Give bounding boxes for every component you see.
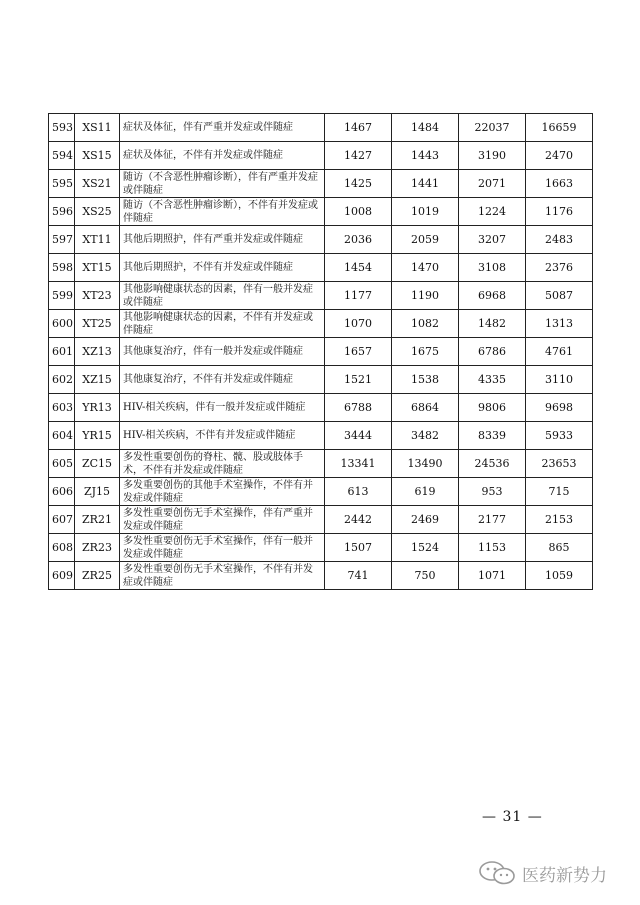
drg-description-cell: 症状及体征，伴有严重并发症或伴随症 — [120, 114, 325, 142]
value-4-cell: 2483 — [526, 226, 593, 254]
drg-description-cell: 其他康复治疗，不伴有并发症或伴随症 — [120, 366, 325, 394]
drg-code-cell: ZR21 — [75, 506, 120, 534]
drg-code-cell: XT25 — [75, 310, 120, 338]
value-1-cell: 2036 — [325, 226, 392, 254]
value-1-cell: 1467 — [325, 114, 392, 142]
table-row — [49, 114, 593, 142]
value-3-cell: 2071 — [459, 170, 526, 198]
table-row — [49, 198, 593, 226]
table-row — [49, 366, 593, 394]
row-number-cell: 597 — [49, 226, 75, 254]
value-4-cell: 5933 — [526, 422, 593, 450]
value-3-cell: 3190 — [459, 142, 526, 170]
table-row — [49, 478, 593, 506]
drg-description-cell: 多发性重要创伤无手术室操作，不伴有并发症或伴随症 — [120, 562, 325, 590]
value-1-cell: 741 — [325, 562, 392, 590]
table-row — [49, 310, 593, 338]
value-3-cell: 6786 — [459, 338, 526, 366]
row-number-cell: 598 — [49, 254, 75, 282]
drg-description-cell: 随访（不含恶性肿瘤诊断），伴有严重并发症或伴随症 — [120, 170, 325, 198]
row-number-cell: 599 — [49, 282, 75, 310]
drg-code-cell: XS21 — [75, 170, 120, 198]
drg-description-cell: 多发性重要创伤的脊柱、髋、股或肢体手术，不伴有并发症或伴随症 — [120, 450, 325, 478]
value-2-cell: 1443 — [392, 142, 459, 170]
value-1-cell: 1177 — [325, 282, 392, 310]
value-2-cell: 1190 — [392, 282, 459, 310]
value-2-cell: 6864 — [392, 394, 459, 422]
table-row — [49, 534, 593, 562]
row-number-cell: 602 — [49, 366, 75, 394]
value-3-cell: 22037 — [459, 114, 526, 142]
table-row — [49, 282, 593, 310]
drg-code-cell: XT11 — [75, 226, 120, 254]
value-4-cell: 4761 — [526, 338, 593, 366]
table-row — [49, 506, 593, 534]
drg-code-cell: XT15 — [75, 254, 120, 282]
value-4-cell: 2470 — [526, 142, 593, 170]
value-2-cell: 1484 — [392, 114, 459, 142]
value-2-cell: 1441 — [392, 170, 459, 198]
table-row — [49, 338, 593, 366]
row-number-cell: 605 — [49, 450, 75, 478]
drg-description-cell: 其他后期照护，不伴有并发症或伴随症 — [120, 254, 325, 282]
value-2-cell: 1082 — [392, 310, 459, 338]
value-3-cell: 4335 — [459, 366, 526, 394]
row-number-cell: 609 — [49, 562, 75, 590]
drg-description-cell: 其他康复治疗，伴有一般并发症或伴随症 — [120, 338, 325, 366]
page-number: — 31 — — [482, 809, 543, 825]
value-2-cell: 3482 — [392, 422, 459, 450]
value-2-cell: 13490 — [392, 450, 459, 478]
value-1-cell: 1657 — [325, 338, 392, 366]
drg-code-cell: YR13 — [75, 394, 120, 422]
drg-code-cell: XS25 — [75, 198, 120, 226]
drg-code-cell: XS11 — [75, 114, 120, 142]
value-1-cell: 13341 — [325, 450, 392, 478]
value-4-cell: 2153 — [526, 506, 593, 534]
value-4-cell: 1176 — [526, 198, 593, 226]
value-1-cell: 2442 — [325, 506, 392, 534]
value-1-cell: 3444 — [325, 422, 392, 450]
table-body — [49, 114, 593, 590]
value-2-cell: 2469 — [392, 506, 459, 534]
value-4-cell: 3110 — [526, 366, 593, 394]
drg-code-cell: XT23 — [75, 282, 120, 310]
table-row — [49, 422, 593, 450]
value-3-cell: 24536 — [459, 450, 526, 478]
value-1-cell: 6788 — [325, 394, 392, 422]
value-4-cell: 865 — [526, 534, 593, 562]
table-row — [49, 142, 593, 170]
drg-table — [48, 113, 593, 590]
drg-code-cell: YR15 — [75, 422, 120, 450]
drg-description-cell: 多发性重要创伤无手术室操作，伴有一般并发症或伴随症 — [120, 534, 325, 562]
value-3-cell: 2177 — [459, 506, 526, 534]
row-number-cell: 600 — [49, 310, 75, 338]
watermark-text: 医药新势力 — [522, 865, 607, 886]
table-row — [49, 170, 593, 198]
value-3-cell: 1224 — [459, 198, 526, 226]
drg-description-cell: 其他后期照护，伴有严重并发症或伴随症 — [120, 226, 325, 254]
value-2-cell: 1538 — [392, 366, 459, 394]
drg-description-cell: 其他影响健康状态的因素，伴有一般并发症或伴随症 — [120, 282, 325, 310]
value-4-cell: 2376 — [526, 254, 593, 282]
value-1-cell: 1454 — [325, 254, 392, 282]
value-1-cell: 1521 — [325, 366, 392, 394]
drg-description-cell: HIV-相关疾病，不伴有并发症或伴随症 — [120, 422, 325, 450]
drg-code-cell: ZR23 — [75, 534, 120, 562]
row-number-cell: 593 — [49, 114, 75, 142]
value-2-cell: 1524 — [392, 534, 459, 562]
value-4-cell: 16659 — [526, 114, 593, 142]
value-2-cell: 1470 — [392, 254, 459, 282]
row-number-cell: 604 — [49, 422, 75, 450]
row-number-cell: 608 — [49, 534, 75, 562]
value-4-cell: 9698 — [526, 394, 593, 422]
row-number-cell: 607 — [49, 506, 75, 534]
value-1-cell: 1070 — [325, 310, 392, 338]
drg-code-cell: XZ13 — [75, 338, 120, 366]
value-2-cell: 1675 — [392, 338, 459, 366]
value-3-cell: 3108 — [459, 254, 526, 282]
value-1-cell: 1427 — [325, 142, 392, 170]
drg-code-cell: XZ15 — [75, 366, 120, 394]
row-number-cell: 606 — [49, 478, 75, 506]
value-3-cell: 1071 — [459, 562, 526, 590]
drg-description-cell: 其他影响健康状态的因素，不伴有并发症或伴随症 — [120, 310, 325, 338]
table-row — [49, 254, 593, 282]
value-3-cell: 953 — [459, 478, 526, 506]
value-1-cell: 1008 — [325, 198, 392, 226]
row-number-cell: 594 — [49, 142, 75, 170]
value-4-cell: 1313 — [526, 310, 593, 338]
table-row — [49, 226, 593, 254]
row-number-cell: 595 — [49, 170, 75, 198]
table-row — [49, 394, 593, 422]
watermark — [478, 860, 607, 886]
value-4-cell: 1059 — [526, 562, 593, 590]
value-3-cell: 1482 — [459, 310, 526, 338]
value-4-cell: 23653 — [526, 450, 593, 478]
value-2-cell: 619 — [392, 478, 459, 506]
drg-code-cell: ZR25 — [75, 562, 120, 590]
drg-code-cell: ZJ15 — [75, 478, 120, 506]
value-2-cell: 1019 — [392, 198, 459, 226]
table-row — [49, 562, 593, 590]
value-4-cell: 1663 — [526, 170, 593, 198]
drg-description-cell: 多发性重要创伤无手术室操作，伴有严重并发症或伴随症 — [120, 506, 325, 534]
drg-description-cell: HIV-相关疾病，伴有一般并发症或伴随症 — [120, 394, 325, 422]
value-3-cell: 3207 — [459, 226, 526, 254]
drg-code-cell: ZC15 — [75, 450, 120, 478]
drg-description-cell: 随访（不含恶性肿瘤诊断），不伴有并发症或伴随症 — [120, 198, 325, 226]
value-2-cell: 750 — [392, 562, 459, 590]
value-1-cell: 1425 — [325, 170, 392, 198]
row-number-cell: 601 — [49, 338, 75, 366]
drg-code-cell: XS15 — [75, 142, 120, 170]
value-1-cell: 613 — [325, 478, 392, 506]
drg-description-cell: 多发重要创伤的其他手术室操作，不伴有并发症或伴随症 — [120, 478, 325, 506]
drg-description-cell: 症状及体征，不伴有并发症或伴随症 — [120, 142, 325, 170]
value-1-cell: 1507 — [325, 534, 392, 562]
value-2-cell: 2059 — [392, 226, 459, 254]
wechat-icon — [478, 860, 518, 886]
value-4-cell: 715 — [526, 478, 593, 506]
value-3-cell: 9806 — [459, 394, 526, 422]
value-3-cell: 6968 — [459, 282, 526, 310]
table-row — [49, 450, 593, 478]
value-3-cell: 8339 — [459, 422, 526, 450]
value-3-cell: 1153 — [459, 534, 526, 562]
row-number-cell: 596 — [49, 198, 75, 226]
row-number-cell: 603 — [49, 394, 75, 422]
value-4-cell: 5087 — [526, 282, 593, 310]
